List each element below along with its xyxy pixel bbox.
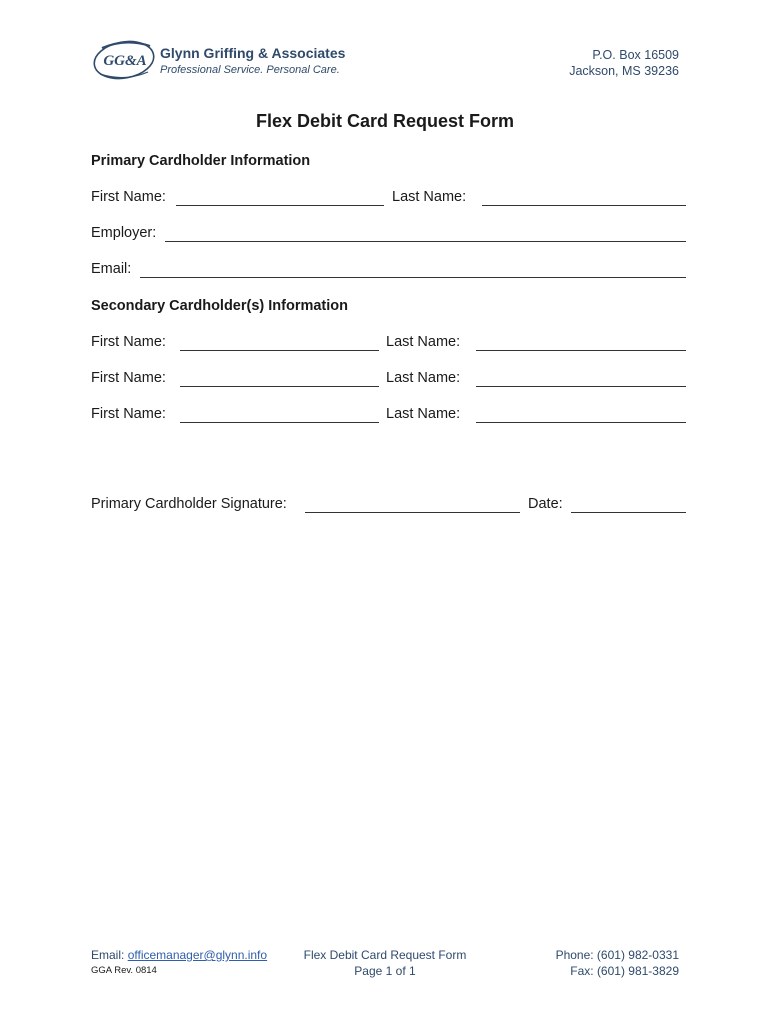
form-title: Flex Debit Card Request Form bbox=[255, 111, 515, 131]
secondary-last-name-field-2[interactable] bbox=[476, 386, 686, 387]
secondary-first-name-label-1: First Name: bbox=[91, 334, 166, 350]
email-field[interactable] bbox=[140, 277, 686, 278]
company-name: Glynn Griffing & Associates bbox=[160, 45, 346, 61]
company-address bbox=[569, 47, 679, 79]
primary-last-name-field[interactable] bbox=[482, 205, 686, 206]
footer-contact bbox=[91, 947, 267, 979]
secondary-section-heading: Secondary Cardholder(s) Information bbox=[91, 298, 349, 314]
employer-field[interactable] bbox=[165, 241, 686, 242]
footer-phone-fax bbox=[556, 947, 679, 979]
signature-field[interactable] bbox=[305, 512, 520, 513]
footer-email-link[interactable]: officemanager@glynn.info bbox=[127, 948, 268, 962]
footer-fax: Fax: (601) 981-3829 bbox=[570, 964, 679, 978]
secondary-first-name-label-2: First Name: bbox=[91, 370, 166, 386]
secondary-first-name-field-2[interactable] bbox=[180, 386, 379, 387]
date-label: Date: bbox=[528, 496, 563, 512]
footer-revision: GGA Rev. 0814 bbox=[91, 965, 157, 976]
footer-email-line bbox=[91, 947, 267, 963]
company-logo bbox=[92, 36, 158, 82]
secondary-first-name-label-3: First Name: bbox=[91, 406, 166, 422]
secondary-last-name-field-1[interactable] bbox=[476, 350, 686, 351]
logo-text: GG&A bbox=[103, 53, 147, 69]
secondary-first-name-field-1[interactable] bbox=[180, 350, 379, 351]
secondary-last-name-label-3: Last Name: bbox=[386, 406, 461, 422]
primary-first-name-field[interactable] bbox=[176, 205, 384, 206]
footer-form-info bbox=[285, 947, 485, 979]
secondary-first-name-field-3[interactable] bbox=[180, 422, 379, 423]
date-field[interactable] bbox=[571, 512, 686, 513]
footer-email-prefix: Email: bbox=[91, 948, 128, 962]
primary-section-heading: Primary Cardholder Information bbox=[91, 153, 311, 169]
address-line-2: Jackson, MS 39236 bbox=[569, 64, 679, 78]
secondary-last-name-field-3[interactable] bbox=[476, 422, 686, 423]
email-label: Email: bbox=[91, 261, 132, 277]
footer-phone: Phone: (601) 982-0331 bbox=[555, 948, 679, 962]
secondary-last-name-label-1: Last Name: bbox=[386, 334, 461, 350]
address-line-1: P.O. Box 16509 bbox=[592, 48, 679, 62]
signature-label: Primary Cardholder Signature: bbox=[91, 496, 287, 512]
footer-form-name: Flex Debit Card Request Form bbox=[303, 948, 467, 962]
primary-last-name-label: Last Name: bbox=[392, 189, 467, 205]
secondary-last-name-label-2: Last Name: bbox=[386, 370, 461, 386]
primary-first-name-label: First Name: bbox=[91, 189, 166, 205]
employer-label: Employer: bbox=[91, 225, 157, 241]
footer-page-number: Page 1 of 1 bbox=[354, 964, 416, 978]
company-tagline: Professional Service. Personal Care. bbox=[160, 64, 340, 76]
